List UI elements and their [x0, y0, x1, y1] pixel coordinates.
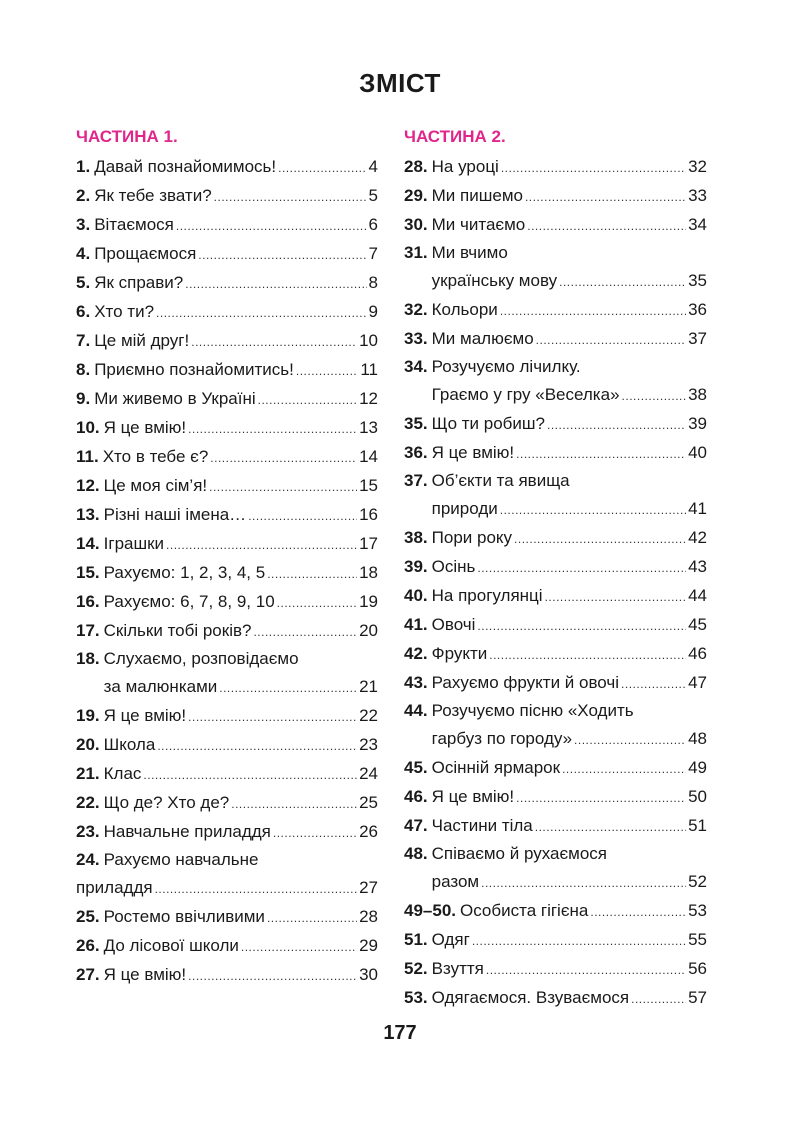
- toc-entry: [76, 471, 378, 500]
- toc-entry: [404, 983, 707, 1012]
- page-number: 177: [383, 1022, 417, 1044]
- entry-page: 47: [688, 673, 707, 692]
- toc-entry: [76, 645, 378, 701]
- leader-dots: [166, 531, 357, 560]
- entry-title: Я це вмію!: [431, 787, 515, 806]
- toc-entry: [404, 639, 707, 668]
- toc-column-part-1: [76, 126, 378, 989]
- entry-title: Я це вмію!: [431, 443, 515, 462]
- entry-page: 8: [368, 273, 378, 292]
- toc-entry: [404, 610, 707, 639]
- entry-number: 35.: [404, 414, 428, 433]
- entry-number: 47.: [404, 816, 428, 835]
- entry-page: 23: [359, 735, 378, 754]
- entry-title: Як справи?: [94, 273, 184, 292]
- leader-dots: [590, 898, 686, 927]
- entry-title: Скільки тобі років?: [103, 621, 252, 640]
- toc-entry: [76, 931, 378, 960]
- entry-title-continued: гарбуз по городу»: [431, 729, 573, 748]
- leader-dots: [562, 755, 686, 784]
- entry-number: 53.: [404, 988, 428, 1007]
- toc-entry: [404, 181, 707, 210]
- leader-dots: [481, 869, 686, 898]
- toc-entry-line-2: [76, 873, 378, 902]
- entry-number: 43.: [404, 673, 428, 692]
- leader-dots: [231, 790, 357, 819]
- entry-page: 26: [359, 822, 378, 841]
- entry-number: 27.: [76, 965, 100, 984]
- entry-page: 45: [688, 615, 707, 634]
- leader-dots: [296, 357, 358, 386]
- leader-dots: [188, 415, 357, 444]
- leader-dots: [188, 703, 357, 732]
- leader-dots: [501, 154, 686, 183]
- entry-title: Розучуємо лічилку.: [431, 357, 581, 376]
- entry-number: 15.: [76, 563, 100, 582]
- entry-page: 48: [688, 729, 707, 748]
- entry-number: 21.: [76, 764, 100, 783]
- entry-title: Давай познайомимось!: [94, 157, 277, 176]
- toc-entry-line-2: [404, 494, 707, 523]
- entry-page: 13: [359, 418, 378, 437]
- leader-dots: [621, 670, 686, 699]
- toc-entries-right: [404, 152, 707, 1012]
- entry-title: Ми вчимо: [431, 243, 508, 262]
- leader-dots: [209, 473, 357, 502]
- entry-page: 52: [688, 872, 707, 891]
- leader-dots: [277, 589, 357, 618]
- entry-title-continued: приладдя: [76, 878, 153, 897]
- toc-entry: [76, 788, 378, 817]
- entry-number: 13.: [76, 505, 100, 524]
- leader-dots: [258, 386, 357, 415]
- entry-title-continued: разом: [431, 872, 480, 891]
- entry-title: Різні наші імена…: [103, 505, 247, 524]
- leader-dots: [253, 618, 357, 647]
- leader-dots: [191, 328, 357, 357]
- entry-number: 17.: [76, 621, 100, 640]
- leader-dots: [574, 726, 686, 755]
- toc-entry: [404, 152, 707, 181]
- entry-title: Вітаємося: [94, 215, 174, 234]
- entry-title: Овочі: [431, 615, 476, 634]
- entry-number: 14.: [76, 534, 100, 553]
- toc-entry: [404, 668, 707, 697]
- toc-entry: [404, 210, 707, 239]
- entry-number: 37.: [404, 471, 428, 490]
- entry-title: Частини тіла: [431, 816, 533, 835]
- entry-title: Школа: [103, 735, 156, 754]
- entry-number: 52.: [404, 959, 428, 978]
- toc-entry: [76, 152, 378, 181]
- entry-page: 29: [359, 936, 378, 955]
- leader-dots: [185, 270, 366, 299]
- toc-entries-left: [76, 152, 378, 989]
- entry-title: Це мій друг!: [94, 331, 190, 350]
- entry-title: Клас: [103, 764, 142, 783]
- entry-number: 39.: [404, 557, 428, 576]
- toc-entry: [404, 782, 707, 811]
- entry-page: 4: [368, 157, 378, 176]
- entry-title: Осінь: [431, 557, 476, 576]
- leader-dots: [477, 612, 686, 641]
- entry-title: Це моя сім’я!: [103, 476, 208, 495]
- toc-entry: [404, 896, 707, 925]
- entry-page: 34: [688, 215, 707, 234]
- entry-title: Я це вмію!: [103, 706, 187, 725]
- entry-page: 20: [359, 621, 378, 640]
- leader-dots: [631, 985, 686, 1014]
- entry-number: 49–50.: [404, 901, 456, 920]
- entry-number: 38.: [404, 528, 428, 547]
- leader-dots: [188, 962, 357, 991]
- entry-page: 56: [688, 959, 707, 978]
- entry-page: 43: [688, 557, 707, 576]
- entry-number: 24.: [76, 850, 100, 869]
- toc-entry: [76, 326, 378, 355]
- toc-entry: [76, 730, 378, 759]
- entry-page: 17: [359, 534, 378, 553]
- entry-number: 7.: [76, 331, 91, 350]
- entry-page: 24: [359, 764, 378, 783]
- entry-page: 42: [688, 528, 707, 547]
- entry-page: 53: [688, 901, 707, 920]
- entry-page: 30: [359, 965, 378, 984]
- entry-page: 38: [688, 385, 707, 404]
- toc-entry-line-1: [404, 467, 707, 494]
- toc-entry: [76, 701, 378, 730]
- entry-number: 42.: [404, 644, 428, 663]
- entry-page: 40: [688, 443, 707, 462]
- leader-dots: [219, 674, 357, 703]
- entry-page: 25: [359, 793, 378, 812]
- entry-number: 19.: [76, 706, 100, 725]
- entry-number: 23.: [76, 822, 100, 841]
- toc-entry: [76, 181, 378, 210]
- toc-entry: [76, 529, 378, 558]
- entry-number: 41.: [404, 615, 428, 634]
- entry-number: 16.: [76, 592, 100, 611]
- entry-title: Пори року: [431, 528, 513, 547]
- toc-entry: [404, 697, 707, 753]
- toc-entry: [76, 558, 378, 587]
- toc-entry: [76, 239, 378, 268]
- toc-entry-line-2: [404, 380, 707, 409]
- entry-number: 44.: [404, 701, 428, 720]
- leader-dots: [155, 875, 358, 904]
- entry-number: 8.: [76, 360, 91, 379]
- entry-title-continued: українську мову: [431, 271, 558, 290]
- entry-title: Ми малюємо: [431, 329, 534, 348]
- toc-entry: [76, 384, 378, 413]
- toc-entry: [404, 409, 707, 438]
- entry-title: Співаємо й рухаємося: [431, 844, 608, 863]
- toc-entry-line-1: [76, 846, 378, 873]
- entry-title: На уроці: [431, 157, 499, 176]
- toc-entry-line-1: [404, 840, 707, 867]
- leader-dots: [500, 297, 686, 326]
- toc-entry: [76, 960, 378, 989]
- leader-dots: [622, 382, 687, 411]
- entry-title-continued: природи: [431, 499, 498, 518]
- toc-entry: [404, 523, 707, 552]
- leader-dots: [267, 904, 357, 933]
- entry-page: 55: [688, 930, 707, 949]
- toc-entry-line-2: [404, 867, 707, 896]
- toc-entry: [404, 295, 707, 324]
- part-1-heading: ЧАСТИНА 1.: [76, 127, 178, 146]
- leader-dots: [516, 784, 686, 813]
- entry-title: На прогулянці: [431, 586, 543, 605]
- leader-dots: [198, 241, 366, 270]
- toc-entry: [76, 587, 378, 616]
- leader-dots: [143, 761, 357, 790]
- entry-page: 9: [368, 302, 378, 321]
- entry-number: 20.: [76, 735, 100, 754]
- entry-number: 30.: [404, 215, 428, 234]
- entry-page: 10: [359, 331, 378, 350]
- entry-title: Рахуємо навчальне: [103, 850, 259, 869]
- entry-title: Навчальне приладдя: [103, 822, 271, 841]
- toc-entry-line-2: [404, 266, 707, 295]
- entry-page: 28: [359, 907, 378, 926]
- entry-number: 12.: [76, 476, 100, 495]
- leader-dots: [477, 554, 686, 583]
- toc-entry: [76, 902, 378, 931]
- leader-dots: [278, 154, 366, 183]
- entry-number: 28.: [404, 157, 428, 176]
- entry-title: Ми пишемо: [431, 186, 523, 205]
- entry-title: Особиста гігієна: [460, 901, 589, 920]
- entry-page: 16: [359, 505, 378, 524]
- toc-entry: [76, 500, 378, 529]
- entry-title: Як тебе звати?: [94, 186, 212, 205]
- leader-dots: [547, 411, 686, 440]
- entry-title: Ростемо ввічливими: [103, 907, 265, 926]
- entry-number: 10.: [76, 418, 100, 437]
- entry-page: 39: [688, 414, 707, 433]
- entry-page: 51: [688, 816, 707, 835]
- leader-dots: [514, 525, 686, 554]
- entry-page: 46: [688, 644, 707, 663]
- entry-number: 40.: [404, 586, 428, 605]
- entry-number: 48.: [404, 844, 428, 863]
- entry-title: Рахуємо: 1, 2, 3, 4, 5: [103, 563, 266, 582]
- entry-number: 31.: [404, 243, 428, 262]
- entry-title: Рахуємо фрукти й овочі: [431, 673, 620, 692]
- leader-dots: [210, 444, 357, 473]
- entry-page: 49: [688, 758, 707, 777]
- entry-page: 37: [688, 329, 707, 348]
- entry-title: Об’єкти та явища: [431, 471, 570, 490]
- entry-number: 2.: [76, 186, 91, 205]
- entry-page: 18: [359, 563, 378, 582]
- entry-number: 34.: [404, 357, 428, 376]
- toc-entry: [76, 413, 378, 442]
- leader-dots: [527, 212, 686, 241]
- entry-number: 45.: [404, 758, 428, 777]
- toc-entry: [404, 753, 707, 782]
- leader-dots: [516, 440, 686, 469]
- toc-entry: [404, 811, 707, 840]
- toc-entry-line-1: [76, 645, 378, 672]
- entry-page: 27: [359, 878, 378, 897]
- toc-entry-line-2: [76, 672, 378, 701]
- entry-title: Одягаємося. Взуваємося: [431, 988, 630, 1007]
- entry-title: Слухаємо, розповідаємо: [103, 649, 299, 668]
- entry-page: 15: [359, 476, 378, 495]
- toc-entry-line-2: [404, 724, 707, 753]
- entry-page: 14: [359, 447, 378, 466]
- leader-dots: [248, 502, 357, 531]
- entry-number: 9.: [76, 389, 91, 408]
- entry-page: 21: [359, 677, 378, 696]
- toc-entry-line-1: [404, 239, 707, 266]
- leader-dots: [486, 956, 686, 985]
- entry-title: До лісової школи: [103, 936, 239, 955]
- entry-number: 22.: [76, 793, 100, 812]
- leader-dots: [267, 560, 357, 589]
- entry-page: 7: [368, 244, 378, 263]
- toc-entry: [404, 840, 707, 896]
- entry-number: 1.: [76, 157, 91, 176]
- leader-dots: [273, 819, 357, 848]
- entry-title: Хто ти?: [94, 302, 155, 321]
- leader-dots: [156, 299, 366, 328]
- toc-entry: [404, 552, 707, 581]
- toc-entry-line-1: [404, 353, 707, 380]
- leader-dots: [559, 268, 686, 297]
- toc-entry: [404, 324, 707, 353]
- leader-dots: [500, 496, 686, 525]
- entry-title: Кольори: [431, 300, 498, 319]
- entry-page: 32: [688, 157, 707, 176]
- entry-number: 3.: [76, 215, 91, 234]
- toc-entry: [76, 442, 378, 471]
- entry-number: 5.: [76, 273, 91, 292]
- entry-page: 33: [688, 186, 707, 205]
- leader-dots: [545, 583, 687, 612]
- entry-page: 36: [688, 300, 707, 319]
- page-title: ЗМІСТ: [359, 68, 441, 98]
- entry-number: 25.: [76, 907, 100, 926]
- entry-number: 36.: [404, 443, 428, 462]
- toc-entry: [76, 759, 378, 788]
- entry-number: 6.: [76, 302, 91, 321]
- leader-dots: [536, 326, 686, 355]
- entry-title: Ми читаємо: [431, 215, 526, 234]
- leader-dots: [489, 641, 686, 670]
- leader-dots: [241, 933, 357, 962]
- entry-number: 29.: [404, 186, 428, 205]
- toc-entry: [404, 925, 707, 954]
- leader-dots: [176, 212, 367, 241]
- entry-page: 5: [368, 186, 378, 205]
- entry-title: Приємно познайомитись!: [94, 360, 294, 379]
- toc-entry: [76, 846, 378, 902]
- toc-entry: [404, 954, 707, 983]
- entry-page: 44: [688, 586, 707, 605]
- leader-dots: [472, 927, 686, 956]
- entry-title: Розучуємо пісню «Ходить: [431, 701, 634, 720]
- entry-number: 18.: [76, 649, 100, 668]
- entry-number: 51.: [404, 930, 428, 949]
- entry-title: Я це вмію!: [103, 418, 187, 437]
- entry-page: 11: [360, 360, 378, 379]
- leader-dots: [535, 813, 686, 842]
- entry-page: 12: [359, 389, 378, 408]
- toc-entry: [404, 438, 707, 467]
- toc-entry: [76, 297, 378, 326]
- entry-title: Прощаємося: [94, 244, 197, 263]
- entry-title: Одяг: [431, 930, 470, 949]
- entry-number: 4.: [76, 244, 91, 263]
- toc-entry: [76, 817, 378, 846]
- entry-number: 11.: [76, 447, 99, 466]
- entry-page: 6: [368, 215, 378, 234]
- entry-number: 33.: [404, 329, 428, 348]
- entry-title: Ми живемо в Україні: [94, 389, 256, 408]
- toc-entry: [76, 210, 378, 239]
- toc-entry: [76, 268, 378, 297]
- toc-column-part-2: [404, 126, 707, 1012]
- entry-title: Осінній ярмарок: [431, 758, 561, 777]
- entry-number: 32.: [404, 300, 428, 319]
- entry-title-continued: за малюнками: [103, 677, 218, 696]
- entry-title: Взуття: [431, 959, 484, 978]
- entry-title-continued: Граємо у гру «Веселка»: [431, 385, 620, 404]
- toc-entry: [76, 355, 378, 384]
- leader-dots: [157, 732, 357, 761]
- entry-page: 22: [359, 706, 378, 725]
- entry-page: 35: [688, 271, 707, 290]
- entry-title: Що де? Хто де?: [103, 793, 230, 812]
- toc-entry: [76, 616, 378, 645]
- toc-entry: [404, 239, 707, 295]
- entry-number: 46.: [404, 787, 428, 806]
- leader-dots: [214, 183, 367, 212]
- leader-dots: [525, 183, 686, 212]
- entry-title: Рахуємо: 6, 7, 8, 9, 10: [103, 592, 275, 611]
- entry-title: Фрукти: [431, 644, 488, 663]
- toc-entry: [404, 467, 707, 523]
- entry-page: 19: [359, 592, 378, 611]
- entry-title: Я це вмію!: [103, 965, 187, 984]
- entry-title: Хто в тебе є?: [102, 447, 209, 466]
- entry-title: Що ти робиш?: [431, 414, 545, 433]
- toc-entry-line-1: [404, 697, 707, 724]
- entry-title: Іграшки: [103, 534, 165, 553]
- entry-page: 50: [688, 787, 707, 806]
- entry-page: 41: [688, 499, 707, 518]
- toc-entry: [404, 353, 707, 409]
- entry-number: 26.: [76, 936, 100, 955]
- toc-entry: [404, 581, 707, 610]
- entry-page: 57: [688, 988, 707, 1007]
- part-2-heading: ЧАСТИНА 2.: [404, 127, 506, 146]
